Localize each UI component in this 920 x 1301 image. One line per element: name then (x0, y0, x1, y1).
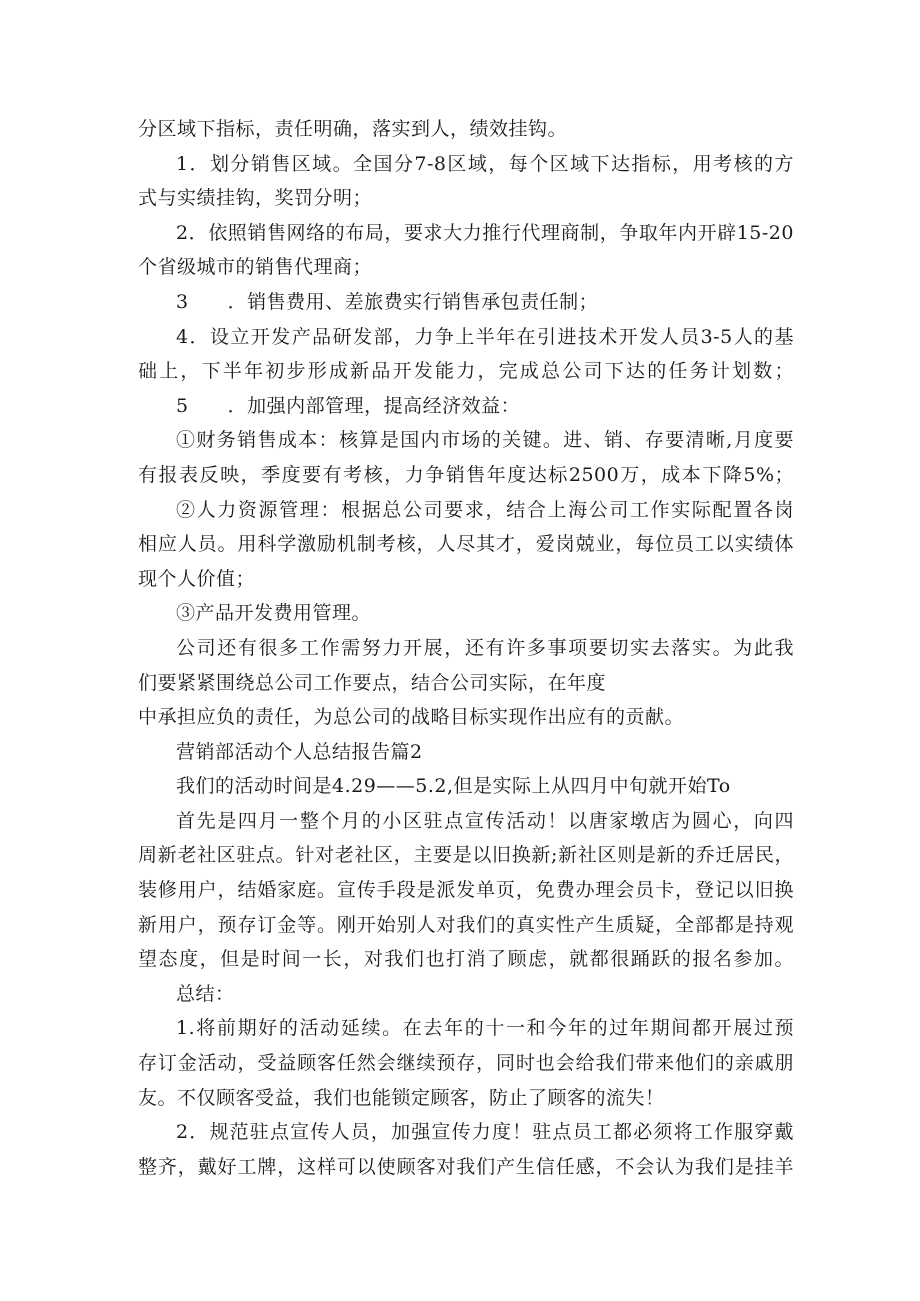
text-line: 总结： (176, 982, 235, 1005)
text-line: 5 ．加强内部管理，提高经济效益： (176, 394, 521, 417)
document-body (138, 112, 794, 1184)
text-line: 望态度，但是时间一长，对我们也打消了顾虑，就都很踊跃的报名参加。 (138, 948, 794, 971)
text-line: 公司还有很多工作需努力开展，还有许多事项要切实去落实。为此我 (176, 636, 794, 659)
text-line: 首先是四月一整个月的小区驻点宣传活动！以唐家墩店为圆心，向四 (176, 809, 794, 832)
text-line: 周新老社区驻点。针对老社区，主要是以旧换新;新社区则是新的乔迁居民， (138, 844, 794, 867)
text-line: 们要紧紧围绕总公司工作要点，结合公司实际，在年度 (138, 671, 607, 694)
text-line: 我们的活动时间是4.29——5.2,但是实际上从四月中旬就开始To (176, 775, 731, 798)
text-line: 2．依照销售网络的布局，要求大力推行代理商制，争取年内开辟15-20 (176, 221, 794, 244)
text-line: 分区域下指标，责任明确，落实到人，绩效挂钩。 (138, 118, 568, 140)
text-line: 整齐，戴好工牌，这样可以使顾客对我们产生信任感，不会认为我们是挂羊 (138, 1155, 794, 1178)
text-line: 3 ．销售费用、差旅费实行销售承包责任制； (176, 290, 599, 313)
text-line: 相应人员。用科学激励机制考核，人尽其才，爱岗兢业，每位员工以实绩体 (138, 533, 794, 556)
text-line: ①财务销售成本：核算是国内市场的关键。进、销、存要清晰,月度要 (176, 429, 794, 452)
text-line: 个省级城市的销售代理商； (138, 256, 373, 279)
text-line: 1.将前期好的活动延续。在去年的十一和今年的过年期间都开展过预 (176, 1017, 794, 1040)
text-line: ③产品开发费用管理。 (176, 602, 372, 625)
text-line: 有报表反映，季度要有考核，力争销售年度达标2500万，成本下降5%； (138, 463, 794, 486)
text-line: 现个人价值； (138, 567, 256, 590)
text-line: 中承担应负的责任，为总公司的战略目标实现作出应有的贡献。 (138, 706, 685, 729)
text-line: ②人力资源管理：根据总公司要求，结合上海公司工作实际配置各岗 (176, 498, 794, 521)
text-line: 1．划分销售区域。全国分7-8区域，每个区域下达指标，用考核的方 (176, 152, 794, 175)
text-line: 4．设立开发产品研发部，力争上半年在引进技术开发人员3-5人的基 (176, 325, 794, 348)
text-line: 式与实绩挂钩，奖罚分明； (138, 187, 373, 210)
text-line: 新用户，预存订金等。刚开始别人对我们的真实性产生质疑，全部都是持观 (138, 913, 794, 936)
text-line: 2．规范驻点宣传人员，加强宣传力度！驻点员工都必须将工作服穿戴 (176, 1121, 794, 1144)
text-line: 装修用户，结婚家庭。宣传手段是派发单页，免费办理会员卡，登记以旧换 (138, 879, 794, 902)
text-line: 础上，下半年初步形成新品开发能力，完成总公司下达的任务计划数； (138, 360, 794, 383)
text-line: 存订金活动，受益顾客任然会继续预存，同时也会给我们带来他们的亲戚朋 (138, 1052, 794, 1075)
text-line: 友。不仅顾客受益，我们也能锁定顾客，防止了顾客的流失！ (138, 1086, 665, 1109)
text-line: 营销部活动个人总结报告篇2 (176, 740, 423, 763)
